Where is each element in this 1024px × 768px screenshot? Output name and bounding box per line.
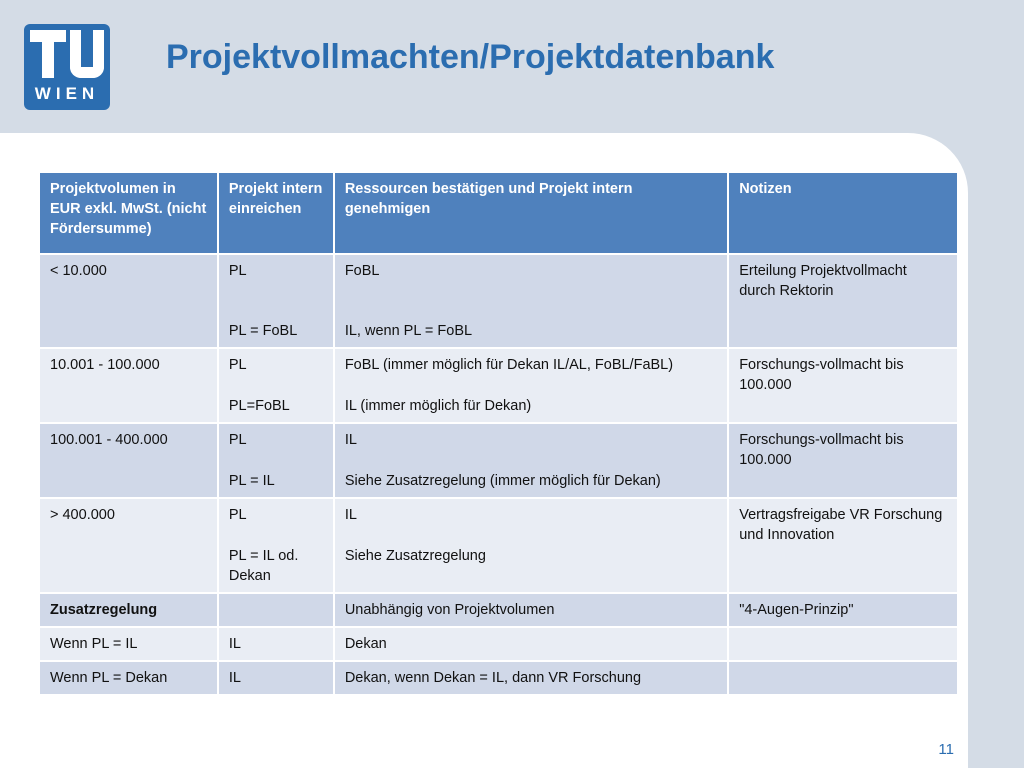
submit-primary: PL xyxy=(228,507,247,523)
approve-primary: IL xyxy=(344,507,357,523)
table-row xyxy=(40,593,958,627)
cell-notes: Forschungs-vollmacht bis 100.000 xyxy=(728,348,958,423)
approve-alt: Siehe Zusatzregelung (immer möglich für Dekan) xyxy=(344,473,661,489)
cell-approve xyxy=(334,348,728,423)
table-header-row xyxy=(40,173,958,254)
submit-primary: PL xyxy=(228,357,247,373)
cell-rule-notes xyxy=(728,661,958,695)
table-row xyxy=(40,254,958,348)
approve-primary: FoBL xyxy=(344,263,380,279)
table-row xyxy=(40,661,958,695)
cell-submit xyxy=(218,348,334,423)
page-title: Projektvollmachten/Projektdatenbank xyxy=(166,38,775,76)
page-number: 11 xyxy=(938,741,954,758)
cell-rule-submit: IL xyxy=(218,661,334,695)
tu-wien-logo xyxy=(24,24,110,110)
approve-alt: Siehe Zusatzregelung xyxy=(344,548,486,564)
submit-primary: PL xyxy=(228,263,247,279)
submit-alt: PL = IL od. Dekan xyxy=(228,548,299,584)
cell-rule-notes xyxy=(728,627,958,661)
header-volume: Projektvolumen in EUR exkl. MwSt. (nicht Fördersumme) xyxy=(40,173,218,254)
cell-notes: Forschungs-vollmacht bis 100.000 xyxy=(728,423,958,498)
cell-rule-label: Wenn PL = IL xyxy=(40,627,218,661)
vollmacht-table xyxy=(40,173,959,696)
cell-rule-submit: IL xyxy=(218,627,334,661)
approve-alt: IL, wenn PL = FoBL xyxy=(344,323,473,339)
cell-rule-submit xyxy=(218,593,334,627)
table-row xyxy=(40,498,958,593)
header-submit: Projekt intern einreichen xyxy=(218,173,334,254)
cell-approve xyxy=(334,498,728,593)
logo-wien-text: WIEN xyxy=(34,84,100,103)
approve-alt: IL (immer möglich für Dekan) xyxy=(344,398,532,414)
logo-letter-t xyxy=(30,30,66,78)
cell-rule-approve: Dekan, wenn Dekan = IL, dann VR Forschung xyxy=(334,661,728,695)
cell-volume: < 10.000 xyxy=(40,254,218,348)
cell-rule-approve: Dekan xyxy=(334,627,728,661)
cell-submit xyxy=(218,498,334,593)
cell-notes: Erteilung Projektvollmacht durch Rektorin xyxy=(728,254,958,348)
approve-primary: FoBL (immer möglich für Dekan IL/AL, FoBL/FaBL) xyxy=(344,357,674,373)
content-panel xyxy=(0,133,968,768)
table-row xyxy=(40,348,958,423)
header-approve: Ressourcen bestätigen und Projekt intern genehmigen xyxy=(334,173,728,254)
cell-rule-approve: Unabhängig von Projektvolumen xyxy=(334,593,728,627)
cell-submit xyxy=(218,423,334,498)
header-notes: Notizen xyxy=(728,173,958,254)
cell-submit xyxy=(218,254,334,348)
cell-volume: 100.001 - 400.000 xyxy=(40,423,218,498)
submit-alt: PL = FoBL xyxy=(228,323,298,339)
logo-letter-u xyxy=(70,30,104,78)
submit-primary: PL xyxy=(228,432,247,448)
cell-approve xyxy=(334,423,728,498)
submit-alt: PL = IL xyxy=(228,473,275,489)
cell-approve xyxy=(334,254,728,348)
cell-rule-notes: "4-Augen-Prinzip" xyxy=(728,593,958,627)
approve-primary: IL xyxy=(344,432,357,448)
cell-volume: > 400.000 xyxy=(40,498,218,593)
submit-alt: PL=FoBL xyxy=(228,398,290,414)
table-row xyxy=(40,423,958,498)
cell-notes: Vertragsfreigabe VR Forschung und Innovation xyxy=(728,498,958,593)
cell-rule-label: Zusatzregelung xyxy=(40,593,218,627)
cell-volume: 10.001 - 100.000 xyxy=(40,348,218,423)
cell-rule-label: Wenn PL = Dekan xyxy=(40,661,218,695)
table-row xyxy=(40,627,958,661)
